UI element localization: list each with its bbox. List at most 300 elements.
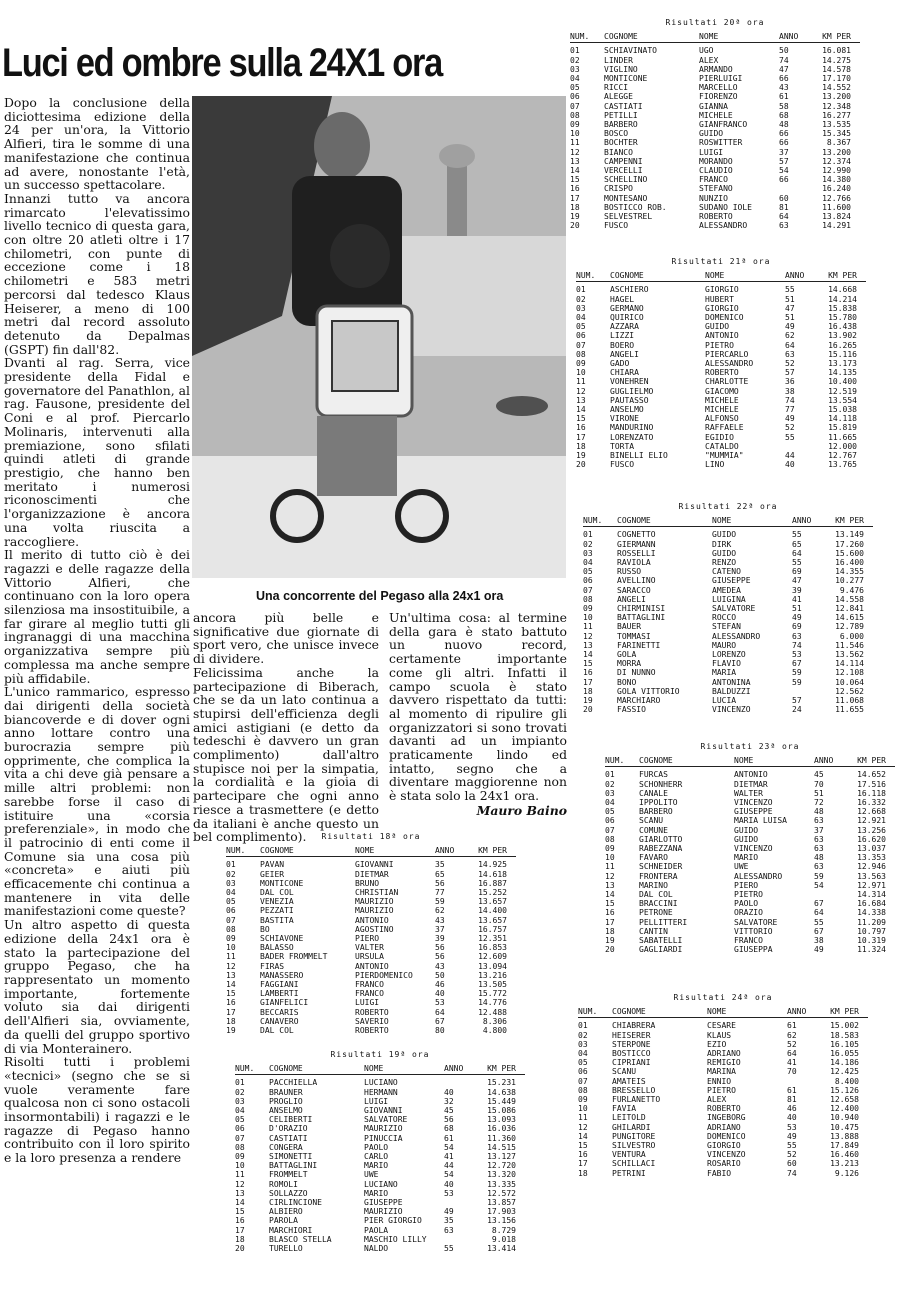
table-row [226, 925, 516, 934]
table-row [226, 971, 516, 980]
cell-cognome: VIRONE [610, 414, 639, 424]
cell-km: 13.505 [478, 980, 507, 990]
results-table-22 [583, 502, 873, 714]
table-row [605, 927, 895, 936]
cell-nome: ROBERTO [705, 368, 739, 378]
table-row [578, 1021, 868, 1030]
column-header-km: KM PER [830, 1007, 859, 1017]
cell-num: 09 [570, 120, 580, 130]
cell-nome: VINCENZO [734, 844, 773, 854]
cell-km: 16.332 [857, 798, 886, 808]
cell-cognome: PAUTASSO [610, 395, 649, 405]
cell-cognome: BOSTICCO [612, 1049, 651, 1059]
table-row [583, 687, 873, 696]
cell-anno: 65 [792, 539, 802, 549]
cell-cognome: PAROLA [269, 1216, 298, 1226]
cell-nome: REMIGIO [707, 1058, 741, 1068]
cell-cognome: MARCHIARO [617, 696, 661, 706]
cell-anno: 67 [435, 1016, 445, 1026]
cell-anno: 66 [779, 74, 789, 84]
cell-cognome: FUSCO [604, 221, 629, 231]
cell-anno: 40 [435, 989, 445, 999]
cell-cognome: BECCARIS [260, 1007, 299, 1017]
cell-num: 16 [583, 668, 593, 678]
cell-num: 17 [570, 193, 580, 203]
cell-km: 12.789 [835, 622, 864, 632]
cell-cognome: SCANU [612, 1067, 637, 1077]
cell-anno: 37 [435, 924, 445, 934]
cell-num: 19 [583, 696, 593, 706]
cell-anno: 55 [792, 530, 802, 540]
column-header-num: NUM. [605, 756, 625, 766]
cell-num: 17 [583, 677, 593, 687]
cell-anno: 38 [785, 386, 795, 396]
cell-nome: EZIO [707, 1039, 727, 1049]
cell-cognome: GHILARDI [612, 1122, 651, 1132]
cell-nome: MARIO [364, 1161, 389, 1171]
cell-anno: 37 [814, 825, 824, 835]
table-row [583, 632, 873, 641]
cell-cognome: LINDER [604, 55, 633, 65]
cell-km: 15.838 [828, 303, 857, 313]
table-row [576, 396, 866, 405]
cell-km: 10.797 [857, 926, 886, 936]
table-row [583, 586, 873, 595]
cell-nome: LINO [705, 460, 725, 470]
cell-km: 14.380 [822, 175, 851, 185]
cell-num: 02 [570, 55, 580, 65]
cell-anno: 70 [787, 1067, 797, 1077]
cell-anno: 64 [785, 340, 795, 350]
cell-num: 02 [576, 294, 586, 304]
cell-num: 04 [578, 1049, 588, 1059]
column-header-cognome: COGNOME [639, 756, 673, 766]
cell-km: 15.126 [830, 1085, 859, 1095]
cell-num: 12 [583, 631, 593, 641]
cell-cognome: TURELLO [269, 1244, 303, 1254]
cell-num: 15 [576, 414, 586, 424]
cell-cognome: SOLLAZZO [269, 1188, 308, 1198]
cell-nome: PIERLUIGI [699, 74, 743, 84]
cell-nome: ORAZIO [734, 908, 763, 918]
cell-anno: 59 [435, 897, 445, 907]
cell-num: 19 [226, 1026, 236, 1036]
cell-anno [444, 1235, 476, 1244]
table-row [578, 1123, 868, 1132]
cell-cognome: PETILLI [604, 110, 638, 120]
cell-km: 12.562 [835, 686, 864, 696]
cell-num: 05 [605, 807, 615, 817]
cell-num: 07 [226, 915, 236, 925]
cell-cognome: VENEZIA [260, 897, 294, 907]
cell-num: 10 [578, 1104, 588, 1114]
cell-nome: PIERO [355, 934, 380, 944]
cell-km: 14.214 [828, 294, 857, 304]
cell-nome: ANTONIO [705, 331, 739, 341]
cell-anno: 61 [444, 1133, 454, 1143]
table-row [578, 1077, 868, 1086]
cell-nome: CLAUDIO [699, 166, 733, 176]
cell-num: 17 [605, 917, 615, 927]
cell-num: 08 [605, 834, 615, 844]
cell-nome: LUIGI [364, 1096, 389, 1106]
cell-cognome: VERCELLI [604, 166, 643, 176]
column-header-cognome: COGNOME [269, 1064, 303, 1074]
cell-anno: 35 [435, 860, 445, 870]
cell-cognome: SCHONHERR [639, 779, 683, 789]
cell-anno: 47 [785, 303, 795, 313]
cell-km: 13.094 [478, 961, 507, 971]
cell-anno: 72 [814, 798, 824, 808]
cell-nome: LUCIANO [364, 1179, 398, 1189]
cell-cognome: CHIRMINISI [617, 604, 666, 614]
cell-anno: 39 [435, 934, 445, 944]
table-row [226, 906, 516, 915]
cell-num: 03 [226, 878, 236, 888]
cell-num: 13 [576, 395, 586, 405]
cell-num: 12 [578, 1122, 588, 1132]
column-header-cognome: COGNOME [610, 271, 644, 281]
column-header-km: KM PER [822, 32, 851, 42]
cell-anno: 45 [444, 1106, 454, 1116]
cell-anno: 65 [435, 869, 445, 879]
cell-cognome: BOSCO [604, 129, 629, 139]
cell-km: 15.780 [828, 313, 857, 323]
cell-km: 17.260 [835, 539, 864, 549]
cell-nome: DIETMAR [734, 779, 768, 789]
cell-cognome: RABEZZANA [639, 844, 683, 854]
cell-cognome: AZZARA [610, 322, 639, 332]
cell-km: 12.348 [822, 101, 851, 111]
cell-anno: 68 [779, 110, 789, 120]
cell-km: 16.757 [478, 924, 507, 934]
cell-num: 17 [235, 1225, 245, 1235]
cell-num: 04 [570, 74, 580, 84]
cell-cognome: HAGEL [610, 294, 635, 304]
table-row [578, 1150, 868, 1159]
author-signature: Mauro Baino [476, 802, 567, 818]
cell-km: 11.655 [835, 705, 864, 715]
cell-nome: PAOLA [364, 1225, 389, 1235]
table-row [235, 1235, 525, 1244]
cell-anno: 55 [785, 432, 795, 442]
table-row [583, 595, 873, 604]
cell-km: 15.002 [830, 1021, 859, 1031]
cell-nome: MICHELE [705, 405, 739, 415]
column-header-km: KM PER [478, 846, 507, 856]
cell-anno: 66 [779, 129, 789, 139]
cell-km: 12.921 [857, 816, 886, 826]
table-row [570, 102, 860, 111]
table-row [605, 872, 895, 881]
cell-km: 14.776 [478, 998, 507, 1008]
cell-km: 14.652 [857, 770, 886, 780]
table-row [605, 899, 895, 908]
table-row [576, 405, 866, 414]
cell-nome: MARIO [364, 1188, 389, 1198]
cell-nome: PIERCARLO [705, 349, 749, 359]
cell-cognome: BOERO [610, 340, 635, 350]
cell-cognome: CRISPO [604, 184, 633, 194]
cell-cognome: LAMBERTI [260, 989, 299, 999]
cell-num: 14 [235, 1198, 245, 1208]
cell-nome: UWE [364, 1170, 379, 1180]
cell-num: 10 [605, 853, 615, 863]
paragraph: Un'ultima cosa: al termine della gara è stato battuto un nuovo record, certamente importante come gli altri. Infatti il campo scuola è stato davvero rispettato da tutti: al momento di ripulire gli organizzatori si sono trovati davanti ad un impianto praticamente lindo ed intatto, segno che a diventare maggiorenne non è stata solo la 24x1 ora. [389, 610, 567, 804]
cell-cognome: IPPOLITO [639, 798, 678, 808]
cell-nome: CATALDO [705, 441, 739, 451]
table-row [578, 1104, 868, 1113]
cell-anno: 32 [444, 1096, 454, 1106]
cell-cognome: TORTA [610, 441, 635, 451]
cell-anno: 40 [787, 1113, 797, 1123]
cell-km: 13.554 [828, 395, 857, 405]
cell-cognome: AVELLINO [617, 576, 656, 586]
cell-num: 18 [576, 441, 586, 451]
cell-nome: FRANCO [355, 989, 384, 999]
cell-num: 15 [578, 1141, 588, 1151]
cell-cognome: BRAUNER [269, 1087, 303, 1097]
cell-nome: ANTONIO [355, 961, 389, 971]
cell-num: 03 [583, 548, 593, 558]
cell-num: 08 [578, 1085, 588, 1095]
cell-km: 13.857 [487, 1198, 516, 1208]
table-row [226, 934, 516, 943]
cell-km: 11.665 [828, 432, 857, 442]
cell-cognome: PETRONE [639, 908, 673, 918]
column-header-nome: NOME [705, 271, 725, 281]
table-row [570, 166, 860, 175]
cell-nome: LUCIANO [364, 1078, 398, 1088]
cell-cognome: DI NUNNO [617, 668, 656, 678]
table-header [578, 1007, 868, 1018]
cell-num: 11 [576, 377, 586, 387]
table-row [226, 980, 516, 989]
article-column-3 [389, 611, 567, 818]
cell-nome: MICHELE [705, 395, 739, 405]
cell-km: 12.767 [828, 451, 857, 461]
cell-anno: 77 [785, 405, 795, 415]
cell-cognome: CHIARA [610, 368, 639, 378]
cell-km: 17.849 [830, 1141, 859, 1151]
cell-cognome: STERPONE [612, 1039, 651, 1049]
cell-km: 10.277 [835, 576, 864, 586]
cell-nome: LUIGI [355, 998, 380, 1008]
cell-km: 13.200 [822, 147, 851, 157]
cell-nome: ALESSANDRO [705, 359, 754, 369]
cell-nome: LUIGINA [712, 594, 746, 604]
cell-anno: 63 [814, 844, 824, 854]
cell-nome: WALTER [734, 788, 763, 798]
cell-nome: GUIDO [734, 834, 759, 844]
table-row [570, 65, 860, 74]
cell-km: 14.135 [828, 368, 857, 378]
cell-km: 15.449 [487, 1096, 516, 1106]
cell-cognome: GADO [610, 359, 630, 369]
cell-anno: 74 [779, 55, 789, 65]
cell-nome: ANTONIO [734, 770, 768, 780]
cell-cognome: BIANCO [604, 147, 633, 157]
table-row [570, 56, 860, 65]
cell-num: 14 [583, 650, 593, 660]
cell-anno: 53 [792, 650, 802, 660]
cell-num: 09 [605, 844, 615, 854]
cell-km: 10.940 [830, 1113, 859, 1123]
cell-num: 08 [570, 110, 580, 120]
table-row [605, 908, 895, 917]
table-row [583, 549, 873, 558]
cell-nome: GIACOMO [705, 386, 739, 396]
cell-km: 11.360 [487, 1133, 516, 1143]
cell-anno: 44 [785, 451, 795, 461]
cell-anno: 53 [435, 998, 445, 1008]
paragraph: ancora più belle e significative due giornate di sport vero, che unisce invece di dividere. [193, 610, 379, 667]
cell-anno: 37 [779, 147, 789, 157]
cell-cognome: SCHNEIDER [639, 862, 683, 872]
cell-anno: 56 [444, 1115, 454, 1125]
cell-num: 13 [235, 1188, 245, 1198]
table-row [235, 1143, 525, 1152]
cell-km: 12.609 [478, 952, 507, 962]
paragraph: Felicissima anche la partecipazione di Biberach, che se da un lato continua a stupirsi dell'efficienza degli amici astigiani (e detto da tedeschi è davvero un gran complimento) dall'altro stupisce noi per la simpatia, la cordialità e la gioia di partecipare che ogni anno riesce a trasmettere (e detto da italiani è anche questo un bel complimento). [193, 664, 379, 845]
table-row [226, 962, 516, 971]
cell-num: 17 [578, 1159, 588, 1169]
cell-km: 13.657 [478, 915, 507, 925]
cell-cognome: GUGLIELMO [610, 386, 654, 396]
cell-cognome: CASTIATI [604, 101, 643, 111]
cell-km: 13.562 [835, 650, 864, 660]
cell-km: 12.488 [478, 1007, 507, 1017]
table-row [570, 221, 860, 230]
cell-anno: 56 [435, 943, 445, 953]
table-row [605, 807, 895, 816]
cell-num: 01 [605, 770, 615, 780]
column-header-anno: ANNO [785, 271, 805, 281]
cell-km: 13.037 [857, 844, 886, 854]
table-row [226, 998, 516, 1007]
cell-anno: 43 [435, 915, 445, 925]
cell-anno: 81 [779, 202, 789, 212]
cell-num: 03 [576, 303, 586, 313]
cell-anno: 49 [787, 1131, 797, 1141]
cell-cognome: ANGELI [610, 349, 639, 359]
column-header-km: KM PER [835, 516, 864, 526]
cell-anno: 62 [435, 906, 445, 916]
table-header [226, 846, 516, 857]
cell-num: 20 [605, 945, 615, 955]
cell-nome: DIETMAR [355, 869, 389, 879]
cell-km: 14.925 [478, 860, 507, 870]
cell-anno: 68 [444, 1124, 454, 1134]
cell-km: 12.766 [822, 193, 851, 203]
table-header [576, 271, 866, 282]
cell-nome: ADRIANO [707, 1049, 741, 1059]
cell-km: 12.990 [822, 166, 851, 176]
cell-km: 11.068 [835, 696, 864, 706]
cell-anno: 62 [787, 1030, 797, 1040]
cell-nome: GIORGIO [707, 1141, 741, 1151]
table-row [235, 1106, 525, 1115]
cell-km: 14.615 [835, 613, 864, 623]
cell-nome: ALEX [707, 1095, 727, 1105]
cell-anno: 55 [814, 917, 824, 927]
cell-nome: FRANCO [734, 936, 763, 946]
cell-km: 16.853 [478, 943, 507, 953]
cell-num: 01 [570, 46, 580, 56]
cell-num: 14 [578, 1131, 588, 1141]
cell-km: 16.277 [822, 110, 851, 120]
table-row [605, 816, 895, 825]
cell-cognome: MORRA [617, 659, 642, 669]
column-header-anno: ANNO [792, 516, 812, 526]
cell-nome: MAURIZIO [355, 897, 394, 907]
table-title: Risultati 24ª ora [673, 993, 773, 1002]
table-row [576, 387, 866, 396]
cell-nome: ROBERTO [355, 1007, 389, 1017]
cell-num: 09 [226, 934, 236, 944]
cell-nome: ANTONIO [355, 915, 389, 925]
cell-km: 8.400 [834, 1076, 859, 1086]
table-row [235, 1244, 525, 1253]
cell-anno: 49 [785, 322, 795, 332]
cell-anno: 63 [444, 1225, 454, 1235]
cell-nome: STEFANO [699, 184, 733, 194]
cell-cognome: RAVIOLA [617, 558, 651, 568]
cell-nome: ROCCO [712, 613, 737, 623]
cell-cognome: CANAVERO [260, 1016, 299, 1026]
cell-num: 05 [576, 322, 586, 332]
table-row [583, 668, 873, 677]
cell-num: 02 [226, 869, 236, 879]
cell-num: 13 [583, 640, 593, 650]
table-row [605, 890, 895, 899]
cell-km: 11.546 [835, 640, 864, 650]
cell-anno: 57 [779, 156, 789, 166]
cell-nome: ADRIANO [707, 1122, 741, 1132]
table-row [605, 853, 895, 862]
cell-cognome: FRONTERA [639, 871, 678, 881]
cell-num: 02 [578, 1030, 588, 1040]
cell-cognome: GOLA VITTORIO [617, 686, 680, 696]
cell-anno: 47 [779, 64, 789, 74]
cell-km: 16.265 [828, 340, 857, 350]
cell-cognome: ANSELMO [269, 1106, 303, 1116]
cell-num: 20 [570, 221, 580, 231]
cell-anno: 50 [435, 970, 445, 980]
cell-nome: GIUSEPPE [364, 1198, 403, 1208]
table-row [578, 1141, 868, 1150]
table-row [576, 341, 866, 350]
cell-cognome: COMUNE [639, 825, 668, 835]
cell-nome: LUCIA [712, 696, 737, 706]
table-row [235, 1152, 525, 1161]
cell-num: 01 [578, 1021, 588, 1031]
cell-nome: GIORGIO [705, 285, 739, 295]
cell-nome: URSULA [355, 952, 384, 962]
cell-cognome: BRACCINI [639, 899, 678, 909]
cell-num: 16 [576, 423, 586, 433]
cell-num: 14 [226, 980, 236, 990]
cell-nome: VINCENZO [707, 1150, 746, 1160]
cell-nome: ALESSANDRO [699, 221, 748, 231]
cell-cognome: BRESSELLO [612, 1085, 656, 1095]
cell-anno: 40 [785, 460, 795, 470]
table-title: Risultati 20ª ora [665, 18, 765, 27]
cell-nome: PIETRO [734, 890, 763, 900]
cell-num: 03 [235, 1096, 245, 1106]
cell-cognome: BONO [617, 677, 637, 687]
cell-num: 11 [578, 1113, 588, 1123]
